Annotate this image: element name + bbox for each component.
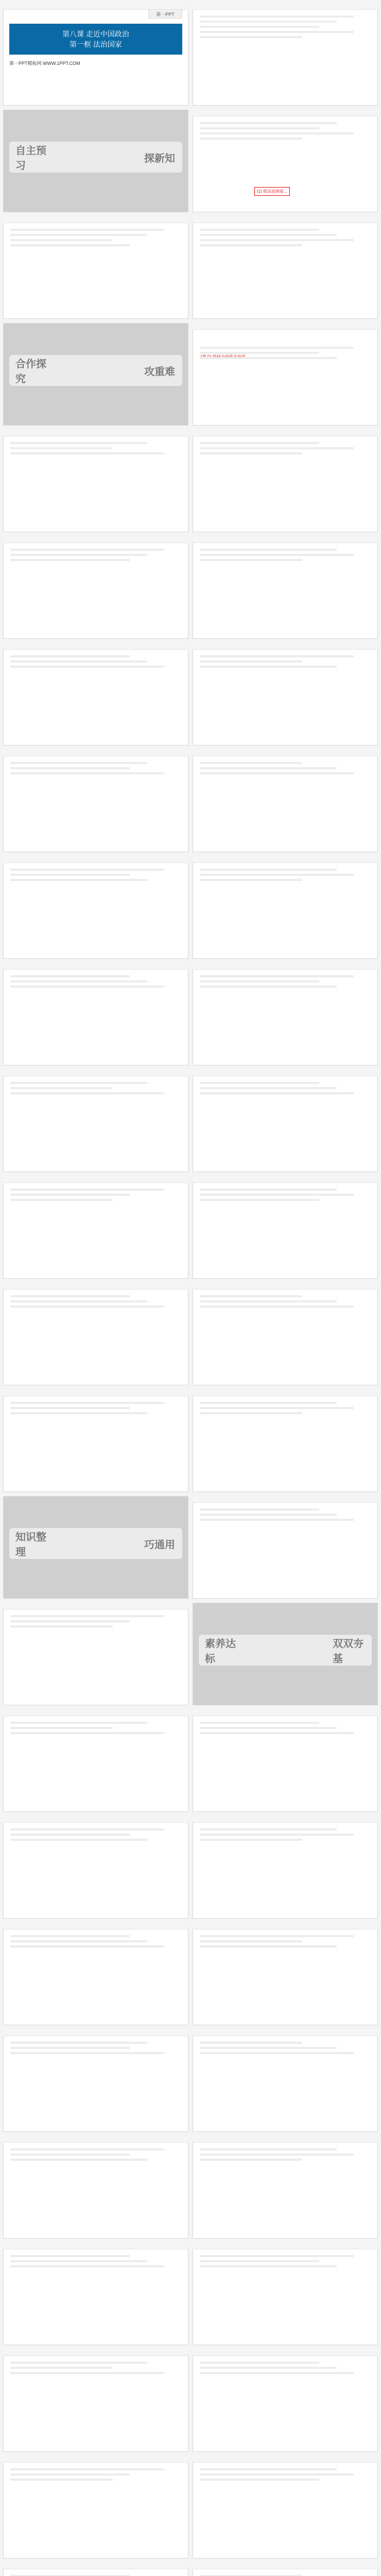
slide-text-17	[193, 963, 378, 1065]
slide-body	[200, 439, 371, 527]
slide-body	[200, 1079, 371, 1167]
slide-text-18	[3, 1070, 188, 1172]
slide-header	[3, 2243, 188, 2249]
slide-header	[3, 1070, 188, 1076]
slide-body	[200, 972, 371, 1060]
slide-body	[10, 759, 181, 847]
slide-header	[3, 536, 188, 543]
slide-section-cooperative	[3, 323, 188, 426]
slide-body	[10, 1612, 181, 1700]
slide-header	[3, 2136, 188, 2143]
slide-header	[193, 2349, 378, 2356]
slide-body	[200, 652, 371, 740]
section-title-left: 素养达标	[205, 1638, 236, 1665]
slide-body	[200, 1399, 371, 1487]
section-title-left: 合作探究	[15, 359, 46, 385]
slide-header	[193, 2563, 378, 2569]
slide-header	[193, 323, 378, 330]
slide-text-15	[193, 856, 378, 959]
slide-text-20	[3, 1176, 188, 1279]
slide-header	[193, 216, 378, 223]
slide-text-26	[193, 1496, 378, 1599]
section-title-right: 探新知	[144, 152, 175, 164]
slide-header	[3, 2456, 188, 2463]
slide-text-10	[3, 643, 188, 745]
slide-header	[3, 1603, 188, 1609]
slide-text-31	[193, 1816, 378, 1919]
slide-header	[193, 750, 378, 756]
slide-header	[193, 1709, 378, 1716]
slide-header	[193, 643, 378, 650]
slide-text-16	[3, 963, 188, 1065]
slide-body	[200, 866, 371, 954]
slide-body	[200, 2359, 371, 2447]
slide-text-42	[3, 2456, 188, 2558]
site-caption: 第一PPT模板网 WWW.1PPT.COM	[9, 61, 80, 66]
slide-text-35	[193, 2029, 378, 2132]
slide-header	[193, 1816, 378, 1823]
slide-text-8	[3, 536, 188, 639]
slide-header	[193, 1389, 378, 1396]
slide-text-37	[193, 2136, 378, 2239]
slide-body	[200, 226, 371, 314]
section-title-left: 知识整理	[15, 1532, 46, 1558]
slide-text-27	[3, 1603, 188, 1705]
slide-header	[3, 643, 188, 650]
slide-header	[3, 2349, 188, 2356]
slide-body	[10, 972, 181, 1060]
slide-header	[193, 110, 378, 116]
slide-text-12	[3, 750, 188, 852]
slide-body	[10, 652, 181, 740]
slide-header	[193, 536, 378, 543]
course-title: 第八课 走近中国政治	[62, 30, 129, 38]
slide-header	[3, 1816, 188, 1823]
slide-text-22	[3, 1283, 188, 1385]
slide-text-11	[193, 643, 378, 745]
slide-body	[200, 12, 371, 100]
slide-body	[10, 1932, 181, 2020]
slide-header	[193, 3, 378, 10]
slide-text-33	[193, 1923, 378, 2025]
slide-section-literacy	[193, 1603, 378, 1705]
slide-header	[193, 430, 378, 436]
slide-body	[10, 1292, 181, 1380]
lesson-title: 第一框 法治国家	[70, 40, 122, 48]
slide-body	[200, 1719, 371, 1807]
slide-text-39	[193, 2243, 378, 2345]
slide-text-43	[193, 2456, 378, 2558]
slide-header	[3, 1283, 188, 1290]
slide-body	[10, 2572, 181, 2576]
slide-text-1	[193, 3, 378, 106]
slide-header	[3, 750, 188, 756]
slide-text-30	[3, 1816, 188, 1919]
slide-body	[10, 1719, 181, 1807]
slide-header	[193, 1176, 378, 1183]
slide-text-14	[3, 856, 188, 959]
title-banner	[9, 24, 182, 55]
slide-text-32	[3, 1923, 188, 2025]
slide-header	[193, 2136, 378, 2143]
slide-header	[193, 856, 378, 863]
slide-section-knowledge	[3, 1496, 188, 1599]
slide-header	[193, 2243, 378, 2249]
slide-header	[3, 2563, 188, 2569]
slide-body	[200, 1292, 371, 1380]
slide-body	[10, 2465, 181, 2553]
slide-text-13	[193, 750, 378, 852]
slide-text-34	[3, 2029, 188, 2132]
slide-body	[10, 546, 181, 634]
slide-text-21	[193, 1176, 378, 1279]
slide-header	[3, 216, 188, 223]
slide-text-40	[3, 2349, 188, 2452]
slide-body	[200, 2145, 371, 2233]
slide-body	[200, 2039, 371, 2127]
slide-text-28	[3, 1709, 188, 1812]
slide-body	[200, 759, 371, 847]
slide-body	[200, 1825, 371, 1913]
slide-body	[10, 2359, 181, 2447]
slide-body	[10, 2039, 181, 2127]
slide-body	[200, 1185, 371, 1274]
section-title-right: 攻重难	[144, 366, 175, 378]
slide-text-29	[193, 1709, 378, 1812]
slide-header	[193, 1283, 378, 1290]
brand-logo: 第一PPT	[148, 9, 182, 19]
section-title-left: 自主预习	[15, 145, 46, 172]
slide-text-45	[193, 2563, 378, 2576]
slide-header	[3, 963, 188, 970]
slide-body	[10, 866, 181, 954]
slide-text-44	[3, 2563, 188, 2576]
slide-text-9	[193, 536, 378, 639]
slide-header	[193, 963, 378, 970]
slide-header	[3, 430, 188, 436]
section-title-right: 双双夯基	[333, 1638, 363, 1665]
slide-text-41	[193, 2349, 378, 2452]
slide-text-23	[193, 1283, 378, 1385]
slide-text-36	[3, 2136, 188, 2239]
slide-title	[3, 3, 188, 106]
slide-text-19	[193, 1070, 378, 1172]
slide-header	[3, 1709, 188, 1716]
slide-body	[200, 344, 371, 420]
slide-header	[3, 1923, 188, 1929]
slide-body	[10, 439, 181, 527]
slide-header	[193, 1923, 378, 1929]
slide-body	[200, 1932, 371, 2020]
slide-body	[10, 226, 181, 314]
slide-body	[200, 2252, 371, 2340]
slide-text-7	[193, 430, 378, 532]
slide-body	[200, 2465, 371, 2553]
slide-header	[193, 2029, 378, 2036]
slide-body	[10, 1399, 181, 1487]
slide-header	[193, 1496, 378, 1503]
slide-text-5	[193, 323, 378, 426]
slide-header	[193, 1070, 378, 1076]
slide-body	[200, 546, 371, 634]
slide-body	[10, 2145, 181, 2233]
slide-body	[10, 1079, 181, 1167]
slide-section-self-study	[3, 110, 188, 212]
slide-text-25	[193, 1389, 378, 1492]
slide-body	[200, 2572, 371, 2576]
slide-text-2	[193, 110, 378, 212]
slide-text-3	[3, 216, 188, 319]
slide-body	[10, 2252, 181, 2340]
slide-text-6	[3, 430, 188, 532]
slide-header	[3, 1176, 188, 1183]
slide-body	[10, 1185, 181, 1274]
slide-text-4	[193, 216, 378, 319]
slide-text-24	[3, 1389, 188, 1492]
slide-header	[3, 2029, 188, 2036]
slide-header	[193, 2456, 378, 2463]
slide-text-38	[3, 2243, 188, 2345]
slide-body	[200, 1505, 371, 1594]
slide-body	[10, 1825, 181, 1913]
section-title-right: 巧通用	[144, 1539, 175, 1551]
highlight-box: (1) 依法治国是...	[254, 187, 290, 196]
slide-header	[3, 856, 188, 863]
slide-header	[3, 1389, 188, 1396]
